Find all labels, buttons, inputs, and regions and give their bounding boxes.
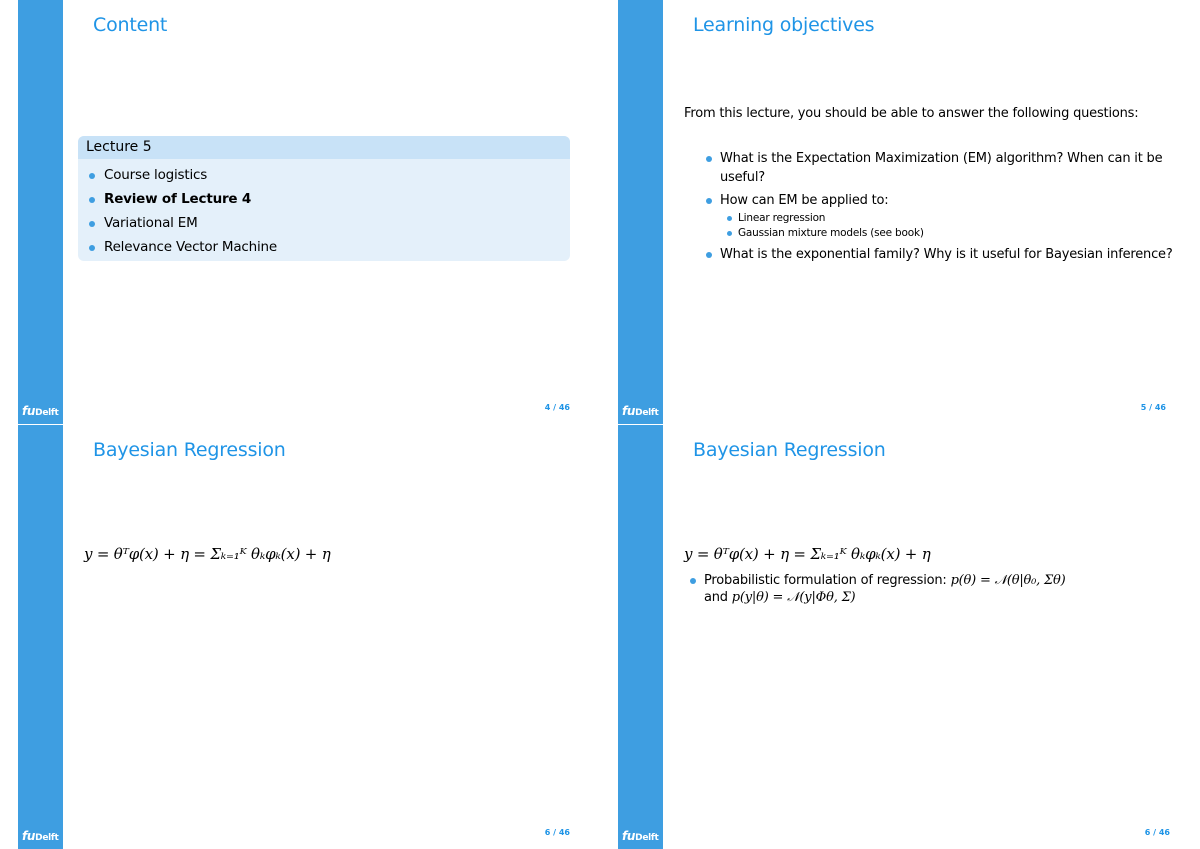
list-item: What is the exponential family? Why is it useful for Bayesian inference? <box>684 245 1174 264</box>
page-number: 6 / 46 <box>544 828 570 837</box>
list-item: Variational EM <box>104 211 570 235</box>
slide-bayesian-regression <box>0 425 600 849</box>
sub-list-item: Gaussian mixture models (see book) <box>738 226 1174 241</box>
page-number: 5 / 46 <box>1140 403 1166 412</box>
lecture-heading: Lecture 5 <box>78 136 570 159</box>
slide-title: Learning objectives <box>693 14 875 36</box>
list-item: How can EM be applied to: Linear regression Gaussian mixture models (see book) <box>684 191 1174 241</box>
list-item: What is the Expectation Maximization (EM) algorithm? When can it be useful? <box>684 149 1174 187</box>
list-item: Relevance Vector Machine <box>104 235 570 259</box>
objectives-list <box>684 149 1174 268</box>
list-item: Course logistics <box>104 163 570 187</box>
slide-sidebar <box>618 0 663 424</box>
tudelft-logo: fuDelft <box>22 829 59 843</box>
sub-list-item: Linear regression <box>738 211 1174 226</box>
slide-title: Bayesian Regression <box>93 439 286 461</box>
intro-text: From this lecture, you should be able to answer the following questions: <box>684 106 1139 121</box>
slide-content <box>0 0 600 424</box>
tudelft-logo: fuDelft <box>622 404 659 418</box>
slide-bayesian-regression-2 <box>600 425 1200 849</box>
slide-title: Content <box>93 14 168 36</box>
lecture-items <box>78 159 570 259</box>
probabilistic-bullet: Probabilistic formulation of regression: p(θ) = 𝒩(θ|θ₀, Σθ) and p(y|θ) = 𝒩(y|Φθ, Σ) <box>704 572 1184 606</box>
tudelft-logo: fuDelft <box>622 829 659 843</box>
slide-sidebar <box>18 0 63 424</box>
regression-formula: y = θᵀφ(x) + η = Σₖ₌₁ᴷ θₖφₖ(x) + η <box>84 545 331 563</box>
sub-list <box>720 211 1174 241</box>
page-number: 6 / 46 <box>1144 828 1170 837</box>
lecture-block <box>78 136 570 261</box>
slide-sidebar <box>18 425 63 849</box>
slide-learning-objectives <box>600 0 1200 424</box>
slide-title: Bayesian Regression <box>693 439 886 461</box>
tudelft-logo: fuDelft <box>22 404 59 418</box>
list-item: Review of Lecture 4 <box>104 187 570 211</box>
slide-sidebar <box>618 425 663 849</box>
regression-formula: y = θᵀφ(x) + η = Σₖ₌₁ᴷ θₖφₖ(x) + η <box>684 545 931 563</box>
page-number: 4 / 46 <box>544 403 570 412</box>
